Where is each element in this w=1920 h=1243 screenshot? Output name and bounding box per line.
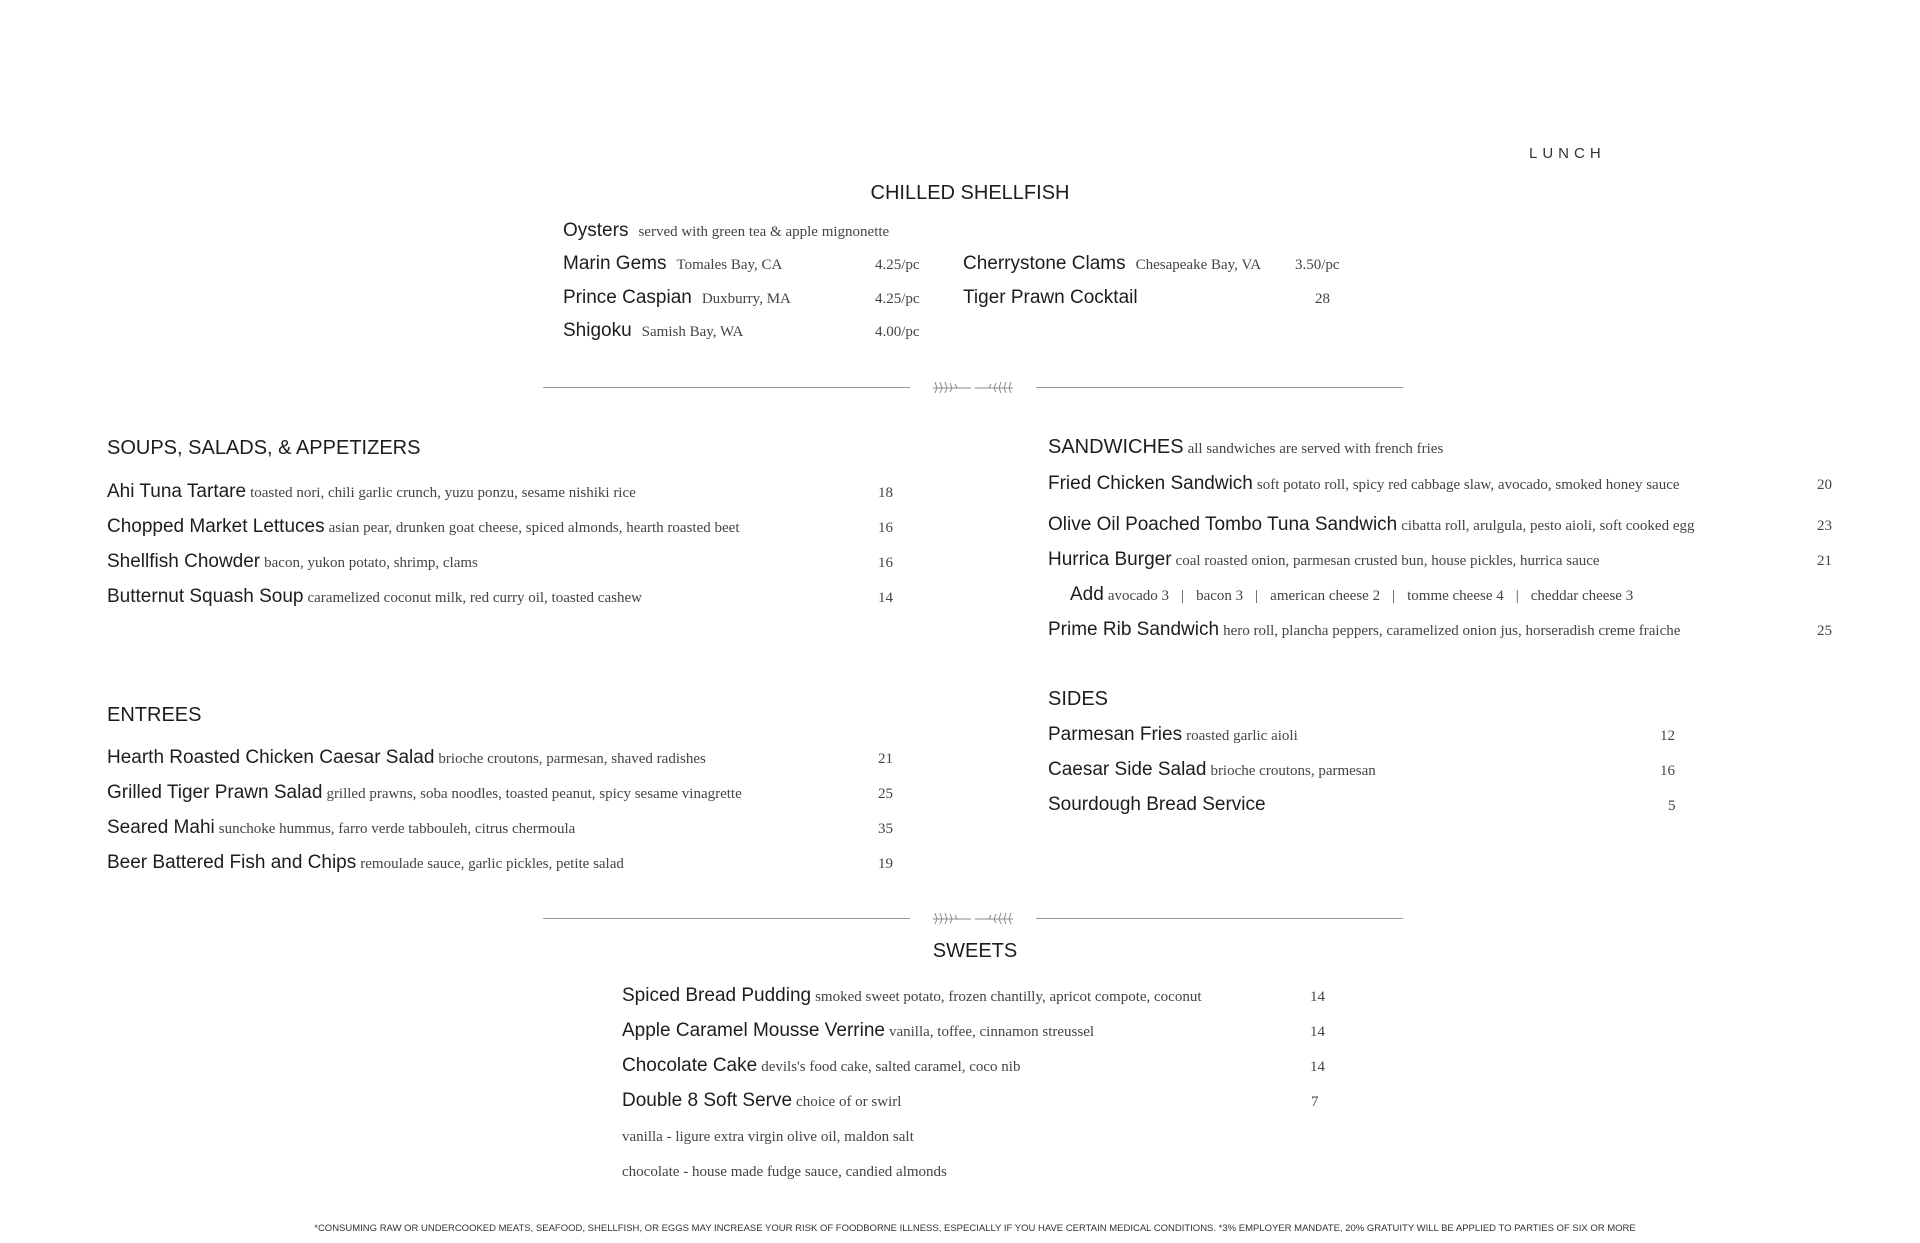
add-option: tomme cheese 4: [1407, 588, 1504, 604]
item-desc: grilled prawns, soba noodles, toasted peanut, spicy sesame vinagrette: [326, 786, 742, 802]
item-desc: brioche croutons, parmesan, shaved radishes: [438, 751, 706, 767]
item-name: Beer Battered Fish and Chips: [107, 852, 357, 873]
item-price: 12: [1660, 728, 1675, 744]
item-price: 14: [1310, 1024, 1325, 1040]
oysters-desc: served with green tea & apple mignonette: [638, 224, 890, 240]
item-price: 5: [1668, 798, 1676, 814]
item-price: 28: [1315, 291, 1330, 307]
item-desc: cibatta roll, arulgula, pesto aioli, soft cooked egg: [1401, 518, 1695, 534]
divider-line-left: [543, 918, 910, 919]
item-price: 25: [878, 786, 893, 802]
item-desc: choice of or swirl: [796, 1094, 902, 1110]
menu-item: [107, 551, 478, 573]
menu-item: [1048, 794, 1266, 816]
menu-item: [1048, 514, 1695, 536]
menu-item: [107, 817, 575, 839]
add-ons-row: [1070, 584, 1633, 606]
item-name: Fried Chicken Sandwich: [1048, 473, 1253, 494]
item-price: 4.00/pc: [875, 324, 920, 340]
item-name: Chocolate Cake: [622, 1055, 758, 1076]
add-option: bacon 3: [1196, 588, 1244, 604]
item-price: 16: [1660, 763, 1675, 779]
divider-line-right: [1036, 387, 1403, 388]
soups-title: SOUPS, SALADS, & APPETIZERS: [107, 437, 421, 459]
menu-item: [107, 852, 624, 874]
item-name: Shellfish Chowder: [107, 551, 261, 572]
item-price: 3.50/pc: [1295, 257, 1340, 273]
item-price: 14: [878, 590, 893, 606]
item-price: 21: [878, 751, 893, 767]
item-name: Double 8 Soft Serve: [622, 1090, 793, 1111]
divider-line-left: [543, 387, 910, 388]
menu-item: [1048, 473, 1680, 495]
oysters-row: [563, 220, 889, 242]
item-name: Prince Caspian: [563, 287, 692, 308]
menu-item: [1048, 759, 1376, 781]
item-desc: vanilla, toffee, cinnamon streussel: [888, 1024, 1095, 1040]
item-name: Parmesan Fries: [1048, 724, 1183, 745]
divider-line-right: [1036, 918, 1403, 919]
item-name: Chopped Market Lettuces: [107, 516, 325, 537]
item-desc: asian pear, drunken goat cheese, spiced almonds, hearth roasted beet: [328, 520, 740, 536]
item-desc: remoulade sauce, garlic pickles, petite salad: [360, 856, 624, 872]
menu-label-lunch: LUNCH: [1529, 145, 1606, 162]
add-option: avocado 3: [1107, 588, 1170, 604]
item-price: 19: [878, 856, 893, 872]
menu-item: [622, 1020, 1094, 1042]
item-desc: sunchoke hummus, farro verde tabbouleh, citrus chermoula: [218, 821, 576, 837]
item-price: 16: [878, 520, 893, 536]
add-option: cheddar cheese 3: [1530, 588, 1634, 604]
footer-disclaimer: *CONSUMING RAW OR UNDERCOOKED MEATS, SEAFOOD, SHELLFISH, OR EGGS MAY INCREASE YOUR RISK OF FOODBORNE ILLNESS, ESPECIALLY IF YOU HAVE CERTAIN MEDICAL CONDITIONS. *3% EMPLOYER MANDATE, 20% GRATUITY WILL BE APPLIED TO PARTIES OF SIX OR MORE: [314, 1223, 1636, 1234]
oysters-name: Oysters: [563, 220, 629, 241]
item-name: Ahi Tuna Tartare: [107, 481, 247, 502]
menu-item: [107, 481, 636, 503]
item-price: 4.25/pc: [875, 291, 920, 307]
item-name: Apple Caramel Mousse Verrine: [622, 1020, 885, 1041]
shellfish-item: [963, 287, 1138, 309]
soft-serve-note: vanilla - ligure extra virgin olive oil, maldon salt: [622, 1129, 914, 1145]
shellfish-item: [563, 320, 743, 342]
menu-item: [1048, 619, 1680, 641]
soft-serve-note: chocolate - house made fudge sauce, candied almonds: [622, 1164, 947, 1180]
item-price: 21: [1817, 553, 1832, 569]
add-separator: |: [1181, 588, 1185, 604]
item-price: 18: [878, 485, 893, 501]
item-desc: Chesapeake Bay, VA: [1135, 257, 1262, 273]
menu-item: [1048, 724, 1298, 746]
entrees-title: ENTREES: [107, 704, 202, 726]
item-desc: Samish Bay, WA: [641, 324, 744, 340]
menu-item: [107, 586, 642, 608]
sandwiches-header: [1048, 436, 1443, 459]
add-separator: |: [1392, 588, 1396, 604]
item-desc: caramelized coconut milk, red curry oil, toasted cashew: [307, 590, 642, 606]
add-option: american cheese 2: [1270, 588, 1381, 604]
item-name: Sourdough Bread Service: [1048, 794, 1266, 815]
item-price: 25: [1817, 623, 1832, 639]
shellfish-title: CHILLED SHELLFISH: [870, 182, 1070, 204]
item-desc: Duxburry, MA: [701, 291, 791, 307]
menu-item: [622, 1055, 1020, 1077]
item-name: Olive Oil Poached Tombo Tuna Sandwich: [1048, 514, 1398, 535]
item-name: Grilled Tiger Prawn Salad: [107, 782, 323, 803]
menu-item: [107, 782, 742, 804]
item-name: Spiced Bread Pudding: [622, 985, 812, 1006]
add-separator: |: [1515, 588, 1519, 604]
item-name: Tiger Prawn Cocktail: [963, 287, 1138, 308]
sides-title: SIDES: [1048, 688, 1109, 710]
item-price: 23: [1817, 518, 1832, 534]
item-desc: coal roasted onion, parmesan crusted bun, house pickles, hurrica sauce: [1175, 553, 1600, 569]
item-name: Seared Mahi: [107, 817, 215, 838]
item-price: 7: [1311, 1094, 1319, 1110]
item-desc: hero roll, plancha peppers, caramelized onion jus, horseradish creme fraiche: [1223, 623, 1681, 639]
item-desc: roasted garlic aioli: [1186, 728, 1298, 744]
sandwiches-subtitle: all sandwiches are served with french fries: [1187, 441, 1444, 457]
shellfish-item: [563, 253, 782, 275]
add-separator: |: [1255, 588, 1259, 604]
menu-item: [107, 516, 739, 538]
menu-item: [107, 747, 706, 769]
item-name: Marin Gems: [563, 253, 667, 274]
item-name: Shigoku: [563, 320, 632, 341]
item-desc: brioche croutons, parmesan: [1210, 763, 1376, 779]
shellfish-item: [963, 253, 1261, 275]
shellfish-item: [563, 287, 791, 309]
item-desc: smoked sweet potato, frozen chantilly, apricot compote, coconut: [815, 989, 1202, 1005]
item-desc: toasted nori, chili garlic crunch, yuzu ponzu, sesame nishiki rice: [250, 485, 636, 501]
item-price: 35: [878, 821, 893, 837]
item-price: 16: [878, 555, 893, 571]
item-name: Hearth Roasted Chicken Caesar Salad: [107, 747, 435, 768]
menu-item: [622, 1090, 901, 1112]
item-desc: Tomales Bay, CA: [676, 257, 783, 273]
item-name: Butternut Squash Soup: [107, 586, 304, 607]
item-price: 14: [1310, 989, 1325, 1005]
sprig-ornament-icon: [931, 911, 1015, 925]
item-name: Prime Rib Sandwich: [1048, 619, 1220, 640]
item-desc: devils's food cake, salted caramel, coco nib: [761, 1059, 1021, 1075]
item-name: Cherrystone Clams: [963, 253, 1126, 274]
sprig-ornament-icon: [931, 380, 1015, 394]
item-price: 20: [1817, 477, 1832, 493]
item-desc: bacon, yukon potato, shrimp, clams: [264, 555, 478, 571]
item-name: Caesar Side Salad: [1048, 759, 1207, 780]
item-name: Hurrica Burger: [1048, 549, 1172, 570]
item-price: 14: [1310, 1059, 1325, 1075]
menu-item: [1048, 549, 1600, 571]
item-price: 4.25/pc: [875, 257, 920, 273]
menu-item: [622, 985, 1202, 1007]
sandwiches-title: SANDWICHES: [1048, 436, 1184, 458]
item-desc: soft potato roll, spicy red cabbage slaw, avocado, smoked honey sauce: [1256, 477, 1680, 493]
add-label: Add: [1070, 584, 1104, 605]
sweets-title: SWEETS: [932, 940, 1018, 962]
